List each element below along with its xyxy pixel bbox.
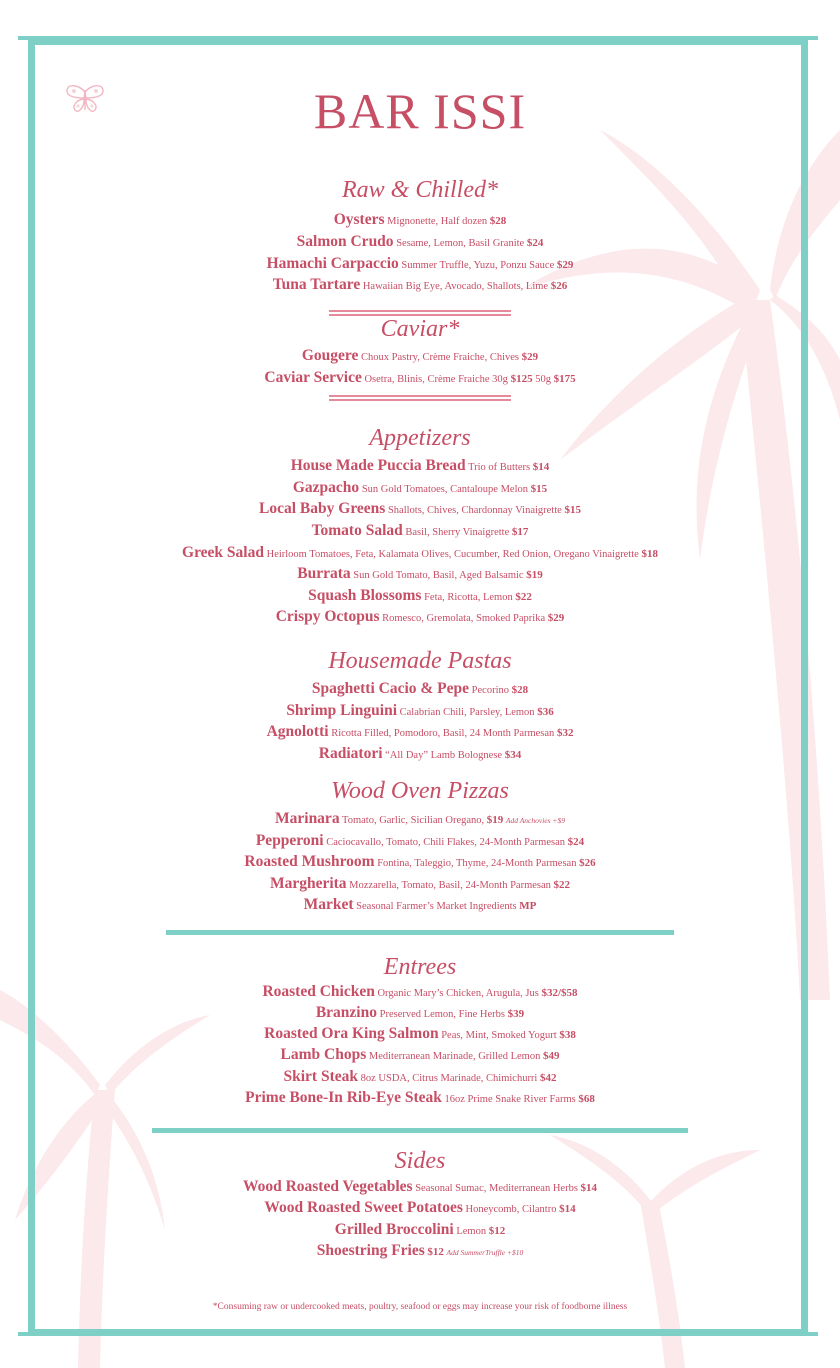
section-title-sides: Sides <box>394 1148 446 1174</box>
menu-item <box>0 875 840 893</box>
section-title-caviar: Caviar* <box>380 316 460 342</box>
item-name: Agnolotti <box>266 723 329 740</box>
item-price: $15 <box>564 504 581 516</box>
item-desc: Seasonal Farmer’s Market Ingredients <box>356 901 517 912</box>
section-rule <box>152 1128 688 1133</box>
item-desc: Calabrian Chili, Parsley, Lemon <box>399 707 535 718</box>
item-desc: Pecorino <box>471 685 509 696</box>
menu-item <box>0 896 840 914</box>
menu-item <box>0 369 840 387</box>
menu-item <box>0 745 840 763</box>
item-price: $29 <box>556 259 574 271</box>
menu-item <box>0 276 840 294</box>
item-name: Marinara <box>275 810 340 827</box>
menu-item <box>0 255 840 273</box>
item-name: House Made Puccia Bread <box>290 457 466 474</box>
section-title-pizzas: Wood Oven Pizzas <box>331 778 509 804</box>
menu-item <box>0 1004 840 1022</box>
item-desc: Honeycomb, Cilantro <box>465 1204 557 1215</box>
section-title-pastas: Housemade Pastas <box>328 648 512 674</box>
item-desc: Shallots, Chives, Chardonnay Vinaigrette <box>387 505 562 516</box>
menu-item <box>0 983 840 1001</box>
item-price: $36 <box>537 706 554 718</box>
menu-item <box>0 479 840 497</box>
item-name: Gazpacho <box>292 479 360 496</box>
item-note: Add Anchovies +$9 <box>505 816 565 825</box>
item-name: Wood Roasted Vegetables <box>242 1178 413 1195</box>
item-price: $17 <box>511 526 529 538</box>
item-desc: Mozzarella, Tomato, Basil, 24-Month Parmesan <box>349 880 551 891</box>
menu-item <box>0 723 840 741</box>
menu-item <box>0 347 840 365</box>
item-note: Add SummerTruffle +$10 <box>446 1248 524 1257</box>
menu-item <box>0 702 840 720</box>
item-desc: Sun Gold Tomatoes, Cantaloupe Melon <box>361 484 528 495</box>
item-price: $15 <box>530 483 548 495</box>
item-price: $22 <box>553 879 571 891</box>
menu-item <box>0 457 840 475</box>
item-desc: Caciocavallo, Tomato, Chili Flakes, 24-Month Parmesan <box>326 837 566 848</box>
item-desc: Peas, Mint, Smoked Yogurt <box>441 1030 557 1041</box>
menu-item <box>0 211 840 229</box>
menu-item <box>0 680 840 698</box>
item-desc: “All Day” Lamb Bolognese <box>385 750 503 761</box>
item-desc: Fontina, Taleggio, Thyme, 24-Month Parmesan <box>377 858 577 869</box>
item-price: $32 <box>556 727 574 739</box>
item-name: Greek Salad <box>182 544 264 561</box>
frame-corner-bottom <box>18 1332 818 1336</box>
item-price: $32/$58 <box>541 987 578 999</box>
item-desc: 8oz USDA, Citrus Marinade, Chimichurri <box>360 1073 538 1084</box>
item-name: Skirt Steak <box>283 1068 358 1085</box>
menu-item <box>0 1242 840 1260</box>
item-price: $14 <box>580 1182 598 1194</box>
item-price: $14 <box>559 1203 576 1215</box>
item-name: Roasted Mushroom <box>244 853 375 870</box>
item-desc: Osetra, Blinis, Crème Fraiche 30g <box>364 374 508 385</box>
section-divider <box>329 395 511 401</box>
item-price: $22 <box>515 591 532 603</box>
menu-item <box>0 544 840 562</box>
menu-item <box>0 832 840 850</box>
item-price: $42 <box>539 1072 557 1084</box>
restaurant-title: BAR ISSI <box>313 83 527 139</box>
item-price: $19 <box>526 569 543 581</box>
item-desc: Seasonal Sumac, Mediterranean Herbs <box>415 1183 578 1194</box>
item-desc: Tomato, Garlic, Sicilian Oregano, <box>342 815 485 826</box>
menu-item <box>0 608 840 626</box>
item-desc: Trio of Butters <box>468 462 531 473</box>
item-name: Tomato Salad <box>311 522 403 539</box>
item-desc: 16oz Prime Snake River Farms <box>444 1094 576 1105</box>
item-price: $68 <box>578 1093 595 1105</box>
item-price: $28 <box>489 215 507 227</box>
menu-item <box>0 522 840 540</box>
menu-item <box>0 1178 840 1196</box>
item-name: Oysters <box>333 211 385 228</box>
item-name: Roasted Ora King Salmon <box>264 1025 439 1042</box>
item-name: Branzino <box>315 1004 377 1021</box>
item-name: Wood Roasted Sweet Potatoes <box>264 1199 463 1216</box>
item-name: Local Baby Greens <box>259 500 386 517</box>
item-name: Lamb Chops <box>280 1046 367 1063</box>
item-price: $28 <box>511 684 529 696</box>
item-desc: Feta, Ricotta, Lemon <box>424 592 513 603</box>
item-price: $12 <box>427 1246 444 1258</box>
item-desc-secondary: 50g <box>535 374 551 385</box>
item-desc: Hawaiian Big Eye, Avocado, Shallots, Lime <box>362 281 549 292</box>
item-name: Salmon Crudo <box>296 233 394 250</box>
item-desc: Mediterranean Marinade, Grilled Lemon <box>368 1051 541 1062</box>
footnote-disclaimer: *Consuming raw or undercooked meats, poultry, seafood or eggs may increase your risk of foodborne illness <box>212 1302 628 1312</box>
item-price: $29 <box>547 612 565 624</box>
menu-item <box>0 565 840 583</box>
item-desc: Preserved Lemon, Fine Herbs <box>379 1009 506 1020</box>
item-name: Roasted Chicken <box>262 983 375 1000</box>
item-name: Shoestring Fries <box>316 1242 425 1259</box>
item-desc: Sesame, Lemon, Basil Granite <box>396 238 525 249</box>
item-price: $29 <box>521 351 539 363</box>
section-title-raw-chilled: Raw & Chilled* <box>342 177 498 203</box>
item-price: $125 <box>510 373 533 385</box>
item-price-secondary: $175 <box>553 373 576 385</box>
menu-item <box>0 1199 840 1217</box>
item-price: $18 <box>641 548 658 560</box>
item-desc: Organic Mary’s Chicken, Arugula, Jus <box>377 988 539 999</box>
item-price: $34 <box>504 749 522 761</box>
menu-item <box>0 1068 840 1086</box>
menu-item <box>0 1025 840 1043</box>
item-desc: Lemon <box>456 1226 487 1237</box>
item-name: Shrimp Linguini <box>286 702 398 719</box>
item-name: Market <box>303 896 354 913</box>
item-price: $12 <box>488 1225 506 1237</box>
item-name: Squash Blossoms <box>308 587 422 604</box>
item-price: $14 <box>532 461 550 473</box>
section-title-entrees: Entrees <box>383 954 457 980</box>
item-name: Pepperoni <box>255 832 324 849</box>
item-name: Gougere <box>301 347 359 364</box>
item-name: Caviar Service <box>264 369 362 386</box>
item-desc: Romesco, Gremolata, Smoked Paprika <box>382 613 546 624</box>
item-name: Radiatori <box>318 745 383 762</box>
item-desc: Mignonette, Half dozen <box>387 216 488 227</box>
frame-corner-top <box>18 36 818 40</box>
section-title-appetizers: Appetizers <box>369 425 471 451</box>
menu-item <box>0 810 840 828</box>
item-price: MP <box>519 900 537 912</box>
item-desc: Ricotta Filled, Pomodoro, Basil, 24 Month Parmesan <box>331 728 555 739</box>
section-rule <box>166 930 674 935</box>
item-name: Hamachi Carpaccio <box>266 255 399 272</box>
menu-item <box>0 587 840 605</box>
item-price: $39 <box>507 1008 525 1020</box>
item-desc: Choux Pastry, Crème Fraiche, Chives <box>361 352 519 363</box>
menu-item <box>0 1221 840 1239</box>
item-price: $19 <box>486 814 504 826</box>
menu-item <box>0 853 840 871</box>
item-price: $38 <box>559 1029 576 1041</box>
menu-item <box>0 1089 840 1107</box>
item-name: Burrata <box>297 565 351 582</box>
menu-item <box>0 1046 840 1064</box>
item-name: Crispy Octopus <box>275 608 380 625</box>
item-desc: Heirloom Tomatoes, Feta, Kalamata Olives, Cucumber, Red Onion, Oregano Vinaigrette <box>266 549 639 560</box>
item-price: $26 <box>550 280 568 292</box>
item-desc: Sun Gold Tomato, Basil, Aged Balsamic <box>353 570 524 581</box>
item-name: Spaghetti Cacio & Pepe <box>311 680 470 697</box>
item-price: $24 <box>526 237 544 249</box>
menu-item <box>0 500 840 518</box>
item-price: $24 <box>567 836 585 848</box>
item-desc: Summer Truffle, Yuzu, Ponzu Sauce <box>401 260 555 271</box>
item-name: Tuna Tartare <box>272 276 361 293</box>
item-name: Margherita <box>269 875 347 892</box>
item-name: Grilled Broccolini <box>334 1221 454 1238</box>
menu-item <box>0 233 840 251</box>
item-price: $26 <box>579 857 596 869</box>
item-price: $49 <box>542 1050 560 1062</box>
item-name: Prime Bone-In Rib-Eye Steak <box>245 1089 442 1106</box>
item-desc: Basil, Sherry Vinaigrette <box>405 527 510 538</box>
